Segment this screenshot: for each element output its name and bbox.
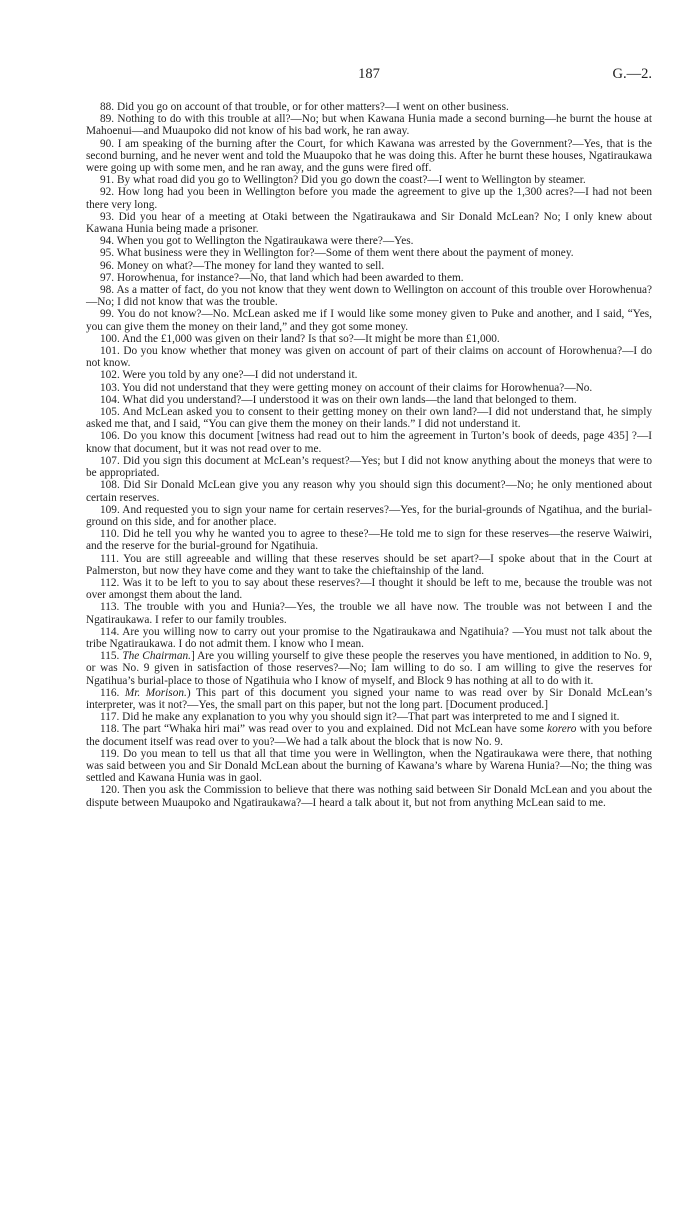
paragraph-115-text: ] Are you willing yourself to give these people the reserves you have mentioned, in addition to No. 9, or was No. 9 given in satisfaction of those reserves?—No; Iam willing to do so. I am willing to give the reserves for Ngatihua’s burial-place to those of Ngatihuia who I know of myself, and Block 9 has nothing at all to do with it. xyxy=(86,650,652,687)
document-reference: G.—2. xyxy=(612,66,652,82)
paragraph-105: 105. And McLean asked you to consent to their getting money on their own land?—I did not understand that, he simply asked me that, and I said, “You can give them the money on their lands.” I did not understand it. xyxy=(86,406,652,431)
paragraph-92: 92. How long had you been in Wellington before you made the agreement to give up the 1,300 acres?—I had not been there very long. xyxy=(86,186,652,211)
paragraph-106: 106. Do you know this document [witness had read out to him the agreement in Turton’s book of deeds, page 435] ?—I know that document, but it was not read over to me. xyxy=(86,430,652,455)
paragraph-90: 90. I am speaking of the burning after the Court, for which Kawana was arrested by the Government?—Yes, that is the second burning, and he never went and told the Muaupoko that he was doing this. After he burnt these houses, Ngatiraukawa were going up with some men, and he ran away, and the guns were fired off. xyxy=(86,137,652,175)
paragraph-102: 102. Were you told by any one?—I did not understand it. xyxy=(100,369,358,382)
paragraph-109: 109. And requested you to sign your name for certain reserves?—Yes, for the burial-grounds of Ngatihua, and the burial-ground on this side, and for another place. xyxy=(86,503,652,528)
paragraph-111: 111. You are still agreeable and willing that these reserves should be set apart?—I spoke about that in the Court at Palmerston, but now they have come and they want to take the chieftainship of the land. xyxy=(86,552,652,577)
paragraph-115: 115. The Chairman.] Are you willing yourself to give these people the reserves you have mentioned, in addition to No. 9, or was No. 9 given in satisfaction of those reserves?—No; Iam willing to do so. I am willing to give the reserves for Ngatihua’s burial-place to those of Ngatihuia who I know of myself, and Block 9 has nothing at all to do with it. xyxy=(86,650,652,687)
paragraph-108: 108. Did Sir Donald McLean give you any reason why you should sign this document?—No; he only mentioned about certain reserves. xyxy=(86,479,652,504)
paragraph-91: 91. By what road did you go to Wellington? Did you go down the coast?—I went to Wellington by steamer. xyxy=(100,174,586,187)
paragraph-95: 95. What business were they in Wellington for?—Some of them went there about the payment of money. xyxy=(100,247,574,260)
speaker-mr-morison: Mr. Morison. xyxy=(124,686,187,699)
paragraph-88: 88. Did you go on account of that trouble, or for other matters?—I went on other business. xyxy=(100,101,509,113)
paragraph-93: 93. Did you hear of a meeting at Otaki between the Ngatiraukawa and Sir Donald McLean? No; I only knew about Kawana Hunia being made a prisoner. xyxy=(86,210,652,236)
paragraph-116: 116. Mr. Morison.) This part of this document you signed your name to was read over by Sir Donald McLean’s interpreter, was it not?—Yes, the small part on this paper, but not the long part. [Document produced.] xyxy=(86,686,652,711)
paragraph-100: 100. And the £1,000 was given on their land? Is that so?—It might be more than £1,000. xyxy=(100,332,500,345)
paragraph-118-text-start: 118. The part “Whaka hiri mai” was read over to you and explained. Did not McLean have some xyxy=(100,723,544,736)
paragraph-104: 104. What did you understand?—I understood it was on their own lands—the land that belonged to them. xyxy=(100,393,577,406)
paragraph-89: 89. Nothing to do with this trouble at all?—No; but when Kawana Hunia made a second burning—he burnt the house at Mahoenui—and Muaupoko did not know of his bad work, he ran away. xyxy=(86,113,652,138)
paragraph-101: 101. Do you know whether that money was given on account of part of their claims on account of Horowhenua?—I do not know. xyxy=(86,345,652,370)
paragraph-113: 113. The trouble with you and Hunia?—Yes, the trouble we all have now. The trouble was not between I and the Ngatiraukawa. I refer to our family troubles. xyxy=(86,601,652,626)
paragraph-114: 114. Are you willing now to carry out your promise to the Ngatiraukawa and Ngatihuia? —You must not talk about the tribe Ngatiraukawa. I do not admit them. I know who I mean. xyxy=(86,625,652,650)
paragraph-103: 103. You did not understand that they were getting money on account of their claims for Horowhenua?—No. xyxy=(100,381,593,394)
maori-word-korero: korero xyxy=(547,723,577,736)
paragraph-96: 96. Money on what?—The money for land they wanted to sell. xyxy=(100,259,385,272)
paragraph-107: 107. Did you sign this document at McLean’s request?—Yes; but I did not know anything about the moneys that were to be appropriated. xyxy=(86,454,652,480)
paragraph-112: 112. Was it to be left to you to say about these reserves?—I thought it should be left to me, because the trouble was not over amongst them about the land. xyxy=(86,576,652,602)
paragraph-120: 120. Then you ask the Commission to believe that there was nothing said between Sir Donald McLean and you about the dispute between Muaupoko and Ngatiraukawa?—I heard a talk about it, but not from anything McLean said to me. xyxy=(86,784,652,809)
paragraph-117: 117. Did he make any explanation to you why you should sign it?—That part was interpreted to me and I signed it. xyxy=(100,711,620,724)
paragraph-116-text: ) This part of this document you signed your name to was read over by Sir Donald McLean’s interpreter, was it not?—Yes, the small part on this paper, but not the long part. [Document produced.] xyxy=(86,686,652,711)
paragraph-99: 99. You do not know?—No. McLean asked me if I would like some money given to Puke and another, and I said, “Yes, you can give them the money on their land,” and they got some money. xyxy=(86,308,652,333)
paragraph-94: 94. When you got to Wellington the Ngatiraukawa were there?—Yes. xyxy=(100,235,414,248)
paragraph-118 xyxy=(86,723,652,747)
paragraph-119: 119. Do you mean to tell us that all that time you were in Wellington, when the Ngatiraukawa were there, that nothing was said between you and Sir Donald McLean about the burning of Kawana’s whare by Warena Hunia?—No; the thing was settled and Kawana Hunia was in gaol. xyxy=(86,747,652,785)
testimony-text xyxy=(86,101,652,809)
paragraph-118-text-end: with you before the document itself was read over to you?—We had a talk about the block that is now No. 9. xyxy=(86,723,652,748)
paragraph-97: 97. Horowhenua, for instance?—No, that land which had been awarded to them. xyxy=(100,271,464,284)
paragraph-98: 98. As a matter of fact, do you not know that they went down to Wellington on account of this trouble over Horowhenua?—No; I did not know that was the trouble. xyxy=(86,284,652,309)
page-number: 187 xyxy=(358,66,380,82)
paragraph-110: 110. Did he tell you why he wanted you to agree to these?—He told me to sign for these reserves—the reserve Waiwiri, and the reserve for the burial-ground for Ngatihuia. xyxy=(86,528,652,553)
speaker-chairman: The Chairman. xyxy=(122,650,191,663)
page-header xyxy=(86,66,652,86)
